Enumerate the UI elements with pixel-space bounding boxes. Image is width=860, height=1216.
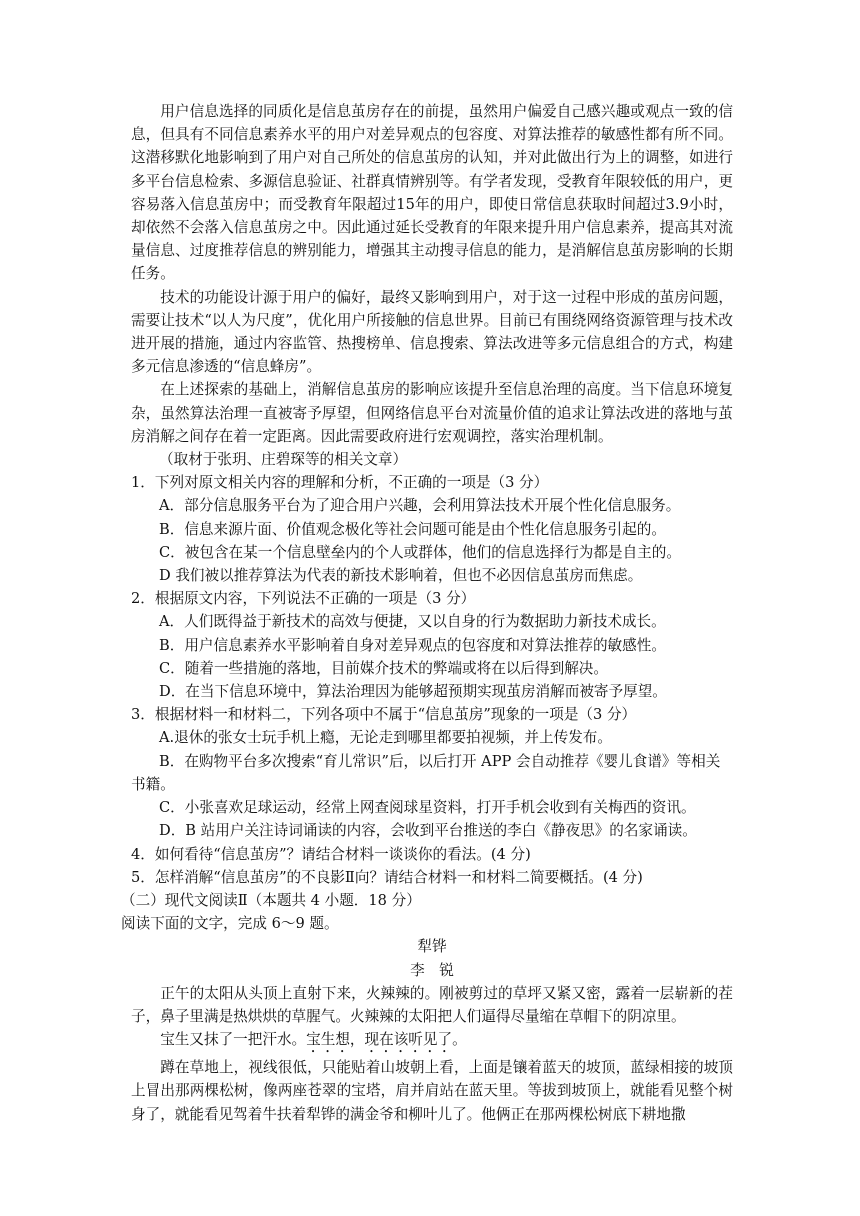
question-5: 5．怎样消解“信息茧房”的不良影Ⅱ向？请结合材料一和材料二简要概括。(4 分)	[131, 868, 643, 886]
question-2-stem: 2．根据原文内容，下列说法不正确的一项是（3 分）	[131, 590, 476, 608]
question-1-stem: 1．下列对原文相关内容的理解和分析，不正确的一项是（3 分）	[131, 474, 549, 492]
section-heading: （二）现代文阅读Ⅱ（本题共 4 小题．18 分）	[121, 891, 421, 909]
question-1-option-b: B．信息来源片面、价值观念极化等社会问题可能是由个性化信息服务引起的。	[159, 520, 666, 538]
story-paragraph-2-end: 。	[452, 1031, 467, 1049]
question-1-option-a: A．部分信息服务平台为了迎合用户兴趣，会利用算法技术开展个性化信息服务。	[159, 497, 681, 515]
question-3-option-b: B．在购物平台多次搜索“育儿常识”后，以后打开 APP 会自动推荐《婴儿食谱》等相关	[159, 752, 721, 770]
story-title: 犁铧	[417, 938, 447, 956]
question-1-option-c: C．被包含在某一个信息壁垒内的个人或群体，他们的信息选择行为都是自主的。	[159, 543, 681, 561]
story-paragraph-1: 正午的太阳从头顶上直射下来，火辣辣的。刚被剪过的草坪又紧又密，露着一层崭新的茬子，鼻子里满是热烘烘的草腥气。火辣辣的太阳把人们逼得尽量缩在草帽下的阴凉里。	[131, 984, 733, 1025]
question-3-option-c: C．小张喜欢足球运动，经常上网查阅球星资料，打开手机会收到有关梅西的资讯。	[159, 799, 696, 817]
reading-instruction: 阅读下面的文字，完成 6～9 题。	[121, 915, 339, 933]
question-4: 4．如何看待“信息茧房”？请结合材料一谈谈你的看法。(4 分)	[131, 845, 531, 863]
document-page	[121, 100, 733, 1126]
question-2-option-c: C．随着一些措施的落地，目前媒介技术的弊端或将在以后得到解决。	[159, 659, 608, 677]
story-paragraph-2-lead: 宝生又抹了一把汗水。	[160, 1031, 307, 1049]
paragraph-2: 技术的功能设计源于用户的偏好，最终又影响到用户，对于这一过程中形成的茧房问题，需要让技术“以人为尺度”，优化用户所接触的信息世界。目前已有围绕网络资源管理与技术改进开展的措施，通过内容监管、热搜榜单、信息搜索、算法改进等多元信息组合的方式，构建多元信息渗透的“信息蜂房”。	[131, 288, 733, 376]
question-2-option-a: A．人们既得益于新技术的高效与便捷，又以自身的行为数据助力新技术成长。	[159, 613, 666, 631]
question-1-option-d: D 我们被以推荐算法为代表的新技术影响着，但也不必因信息茧房而焦虑。	[159, 567, 643, 585]
question-3-option-a: A.退休的张女士玩手机上瘾，无论走到哪里都要拍视频，并上传发布。	[159, 729, 612, 747]
source-citation: （取材于张玥、庄碧琛等的相关文章）	[159, 451, 408, 469]
story-paragraph-3: 蹲在草地上，视线很低，只能贴着山坡朝上看，上面是镶着蓝天的坡顶，蓝绿相接的坡顶上冒出那两棵松树，像两座苍翠的宝塔，肩并肩站在蓝天里。等拔到坡顶上，就能看见整个树身了，就能看见驾着牛扶着犁铧的满金爷和柳叶儿了。他俩正在那两棵松树底下耕地撒	[131, 1059, 733, 1123]
story-paragraph-2	[131, 1028, 733, 1056]
question-3-stem: 3．根据材料一和材料二，下列各项中不属于“信息茧房”现象的一项是（3 分）	[131, 706, 637, 724]
question-2-option-b: B．用户信息素养水平影响着自身对差异观点的包容度和对算法推荐的敏感性。	[159, 636, 666, 654]
paragraph-1: 用户信息选择的同质化是信息茧房存在的前提，虽然用户偏爱自己感兴趣或观点一致的信息，但具有不同信息素养水平的用户对差异观点的包容度、对算法推荐的敏感性都有所不同。这潜移默化地影响到了用户对自己所处的信息茧房的认知，并对此做出行为上的调整，如进行多平台信息检索、多源信息验证、社群真情辨别等。有学者发现，受教育年限较低的用户，更容易落入信息茧房中；而受教育年限超过15年的用户，即使日常信息获取时间超过3.9小时，却依然不会落入信息茧房之中。因此通过延长受教育的年限来提升用户信息素养，提高其对流量信息、过度推荐信息的辨别能力，增强其主动搜寻信息的能力，是消解信息茧房影响的长期任务。	[131, 103, 733, 283]
paragraph-3: 在上述探索的基础上，消解信息茧房的影响应该提升至信息治理的高度。当下信息环境复杂，虽然算法治理一直被寄予厚望，但网络信息平台对流量价值的追求让算法改进的落地与茧房消解之间存在着一定距离。因此需要政府进行宏观调控，落实治理机制。	[131, 381, 733, 445]
emphasized-phrase: 宝生想，现在该听见了	[306, 1031, 453, 1049]
question-3-option-b-continued: 书籍。	[131, 775, 175, 793]
story-author: 李 锐	[410, 961, 454, 979]
question-3-option-d: D．B 站用户关注诗词诵读的内容，会收到平台推送的李白《静夜思》的名家诵读。	[159, 822, 697, 840]
question-2-option-d: D．在当下信息环境中，算法治理因为能够超预期实现茧房消解而被寄予厚望。	[159, 683, 667, 701]
